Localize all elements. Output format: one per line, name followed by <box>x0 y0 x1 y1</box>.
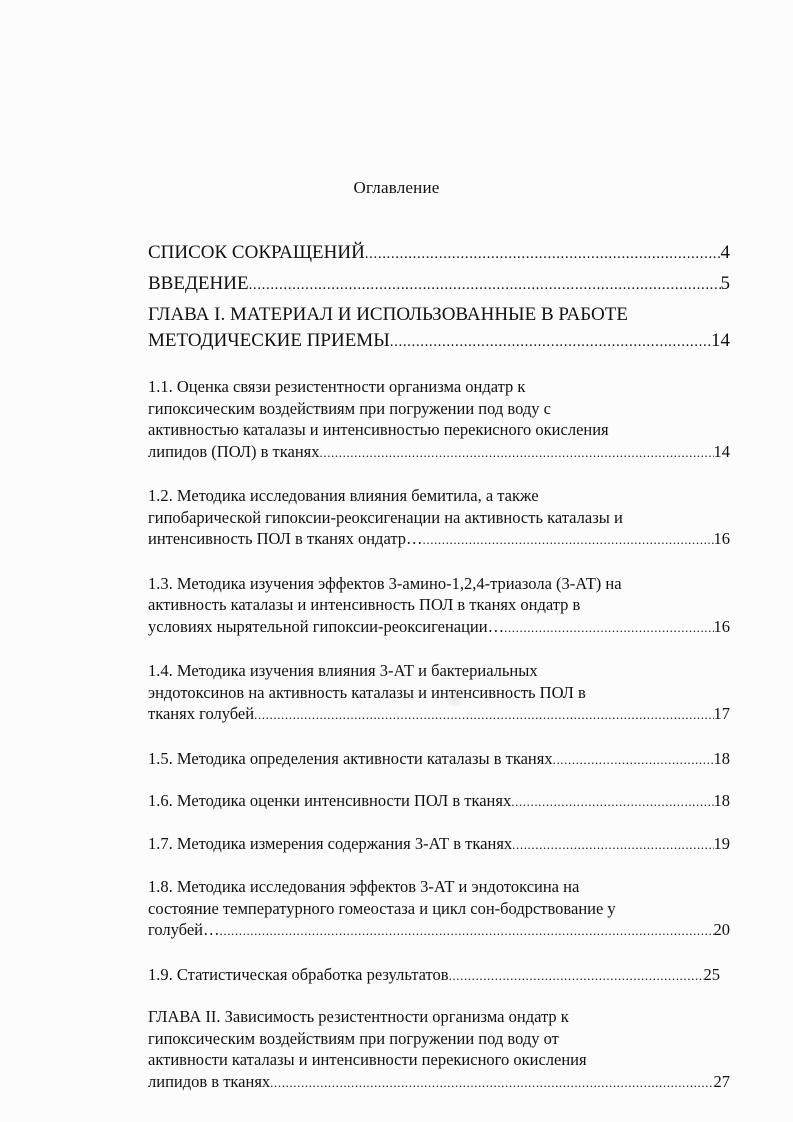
toc-entry-label: гипоксическим воздействиям при погружении под воду от <box>148 1028 559 1048</box>
toc-entry-label: ГЛАВА II. Зависимость резистентности организма ондатр к <box>148 1007 569 1026</box>
toc-entry-label: активности каталазы и интенсивности перекисного окисления <box>148 1050 587 1069</box>
toc-entry-1-1 <box>148 376 730 463</box>
toc-entry-label: 1.2. Методика исследования влияния бемитила, а также <box>148 486 539 505</box>
scan-smudge <box>440 688 470 706</box>
toc-entry-1-7 <box>148 833 730 856</box>
toc-page-number: 14 <box>713 441 730 461</box>
dot-leader <box>254 703 713 726</box>
table-of-contents <box>148 240 730 1093</box>
toc-line <box>148 876 730 898</box>
toc-entry-introduction <box>148 271 730 298</box>
toc-line <box>148 833 730 856</box>
toc-line <box>148 1028 730 1050</box>
toc-page-number: 18 <box>713 791 730 810</box>
toc-entry-label: состояние температурного гомеостаза и цикл сон-бодрствование у <box>148 898 616 918</box>
dot-leader <box>511 790 713 813</box>
toc-entry-label: 1.8. Методика исследования эффектов 3-АТ и эндотоксина на <box>148 877 580 896</box>
toc-page-number: 20 <box>713 920 730 939</box>
toc-entry-1-6 <box>148 790 730 813</box>
toc-line <box>148 594 730 616</box>
toc-page-number: 18 <box>713 748 730 768</box>
toc-entry-chapter-1 <box>148 302 730 355</box>
toc-entry-label: активность каталазы и интенсивность ПОЛ в тканях ондатр в <box>148 595 581 614</box>
dot-leader <box>320 441 714 464</box>
toc-entry-label: 1.4. Методика изучения влияния 3-АТ и бактериальных <box>148 661 538 680</box>
toc-line <box>148 240 730 267</box>
dot-leader <box>449 964 704 987</box>
toc-entry-label: 1.3. Методика изучения эффектов 3-амино-1,2,4-триазола (3-АТ) на <box>148 573 622 593</box>
toc-page-number: 5 <box>720 273 730 294</box>
toc-page-number: 19 <box>713 833 730 853</box>
toc-line <box>148 616 730 639</box>
toc-entry-1-8 <box>148 876 730 942</box>
toc-entry-chapter-2 <box>148 1006 730 1093</box>
toc-line <box>148 398 730 420</box>
dot-leader <box>365 240 721 267</box>
dot-leader <box>220 919 714 942</box>
dot-leader <box>504 616 713 639</box>
dot-leader <box>512 833 713 856</box>
toc-line <box>148 682 730 704</box>
toc-entry-label: СПИСОК СОКРАЩЕНИЙ <box>148 242 365 263</box>
toc-line <box>148 790 730 813</box>
toc-entry-1-3 <box>148 573 730 639</box>
toc-entry-1-4 <box>148 660 730 726</box>
toc-line <box>148 1049 730 1071</box>
toc-entry-label: 1.7. Методика измерения содержания 3-АТ в тканях <box>148 833 513 853</box>
toc-entry-label: ГЛАВА I. МАТЕРИАЛ И ИСПОЛЬЗОВАННЫЕ В РАБОТЕ <box>148 304 628 325</box>
toc-entry-label: 1.9. Статистическая обработка результатов <box>148 964 449 984</box>
toc-line <box>148 1006 730 1028</box>
toc-entry-1-2 <box>148 485 730 551</box>
dot-leader <box>270 1071 713 1094</box>
toc-entry-label: эндотоксинов на активность каталазы и интенсивность ПОЛ в <box>148 682 586 702</box>
toc-entry-label: 1.5. Методика определения активности каталазы в тканях <box>148 748 553 768</box>
toc-entry-label: ВВЕДЕНИЕ <box>148 273 249 294</box>
toc-page-number: 17 <box>713 704 730 723</box>
toc-entry-label: липидов (ПОЛ) в тканях <box>148 441 320 461</box>
toc-line <box>148 919 730 942</box>
toc-entry-label: условиях нырятельной гипоксии-реоксигенации… <box>148 616 505 636</box>
toc-line <box>148 485 730 507</box>
toc-entry-label: активностью каталазы и интенсивностью перекисного окисления <box>148 420 609 439</box>
toc-entry-label: 1.1. Оценка связи резистентности организма ондатр к <box>148 377 526 396</box>
toc-entry-label: липидов в тканях <box>148 1071 271 1091</box>
toc-line <box>148 302 730 328</box>
toc-entry-abbreviations <box>148 240 730 267</box>
toc-line <box>148 441 730 464</box>
toc-line <box>148 1071 730 1094</box>
toc-line <box>148 528 730 551</box>
toc-entry-label: МЕТОДИЧЕСКИЕ ПРИЕМЫ <box>148 330 390 351</box>
dot-leader <box>249 271 721 298</box>
toc-page-number: 14 <box>711 330 730 351</box>
toc-line <box>148 328 730 355</box>
toc-line <box>148 898 730 920</box>
toc-line <box>148 376 730 398</box>
toc-entry-label: гипоксическим воздействиям при погружении под воду с <box>148 398 551 418</box>
dot-leader <box>553 748 714 771</box>
toc-line <box>148 703 730 726</box>
toc-entry-label: гипобарической гипоксии-реоксигенации на активность каталазы и <box>148 507 623 527</box>
toc-page-number: 25 <box>703 964 720 984</box>
toc-line <box>148 660 730 682</box>
toc-line <box>148 271 730 298</box>
dot-leader <box>390 328 711 355</box>
toc-entry-1-9 <box>148 964 720 987</box>
toc-line <box>148 419 730 441</box>
toc-entry-label: голубей… <box>148 920 220 939</box>
toc-page-number: 27 <box>713 1071 730 1091</box>
toc-page-number: 16 <box>713 616 730 636</box>
toc-line <box>148 748 730 771</box>
toc-line <box>148 573 730 595</box>
toc-page-number: 4 <box>720 242 730 263</box>
toc-entry-label: 1.6. Методика оценки интенсивности ПОЛ в тканях <box>148 791 512 810</box>
dot-leader <box>423 528 714 551</box>
toc-entry-label: тканях голубей <box>148 704 255 723</box>
toc-line <box>148 507 730 529</box>
page-title: Оглавление <box>353 178 440 197</box>
toc-entry-1-5 <box>148 748 730 771</box>
toc-line <box>148 964 720 987</box>
toc-entry-label: интенсивность ПОЛ в тканях ондатр… <box>148 529 423 548</box>
toc-page-number: 16 <box>713 529 730 548</box>
